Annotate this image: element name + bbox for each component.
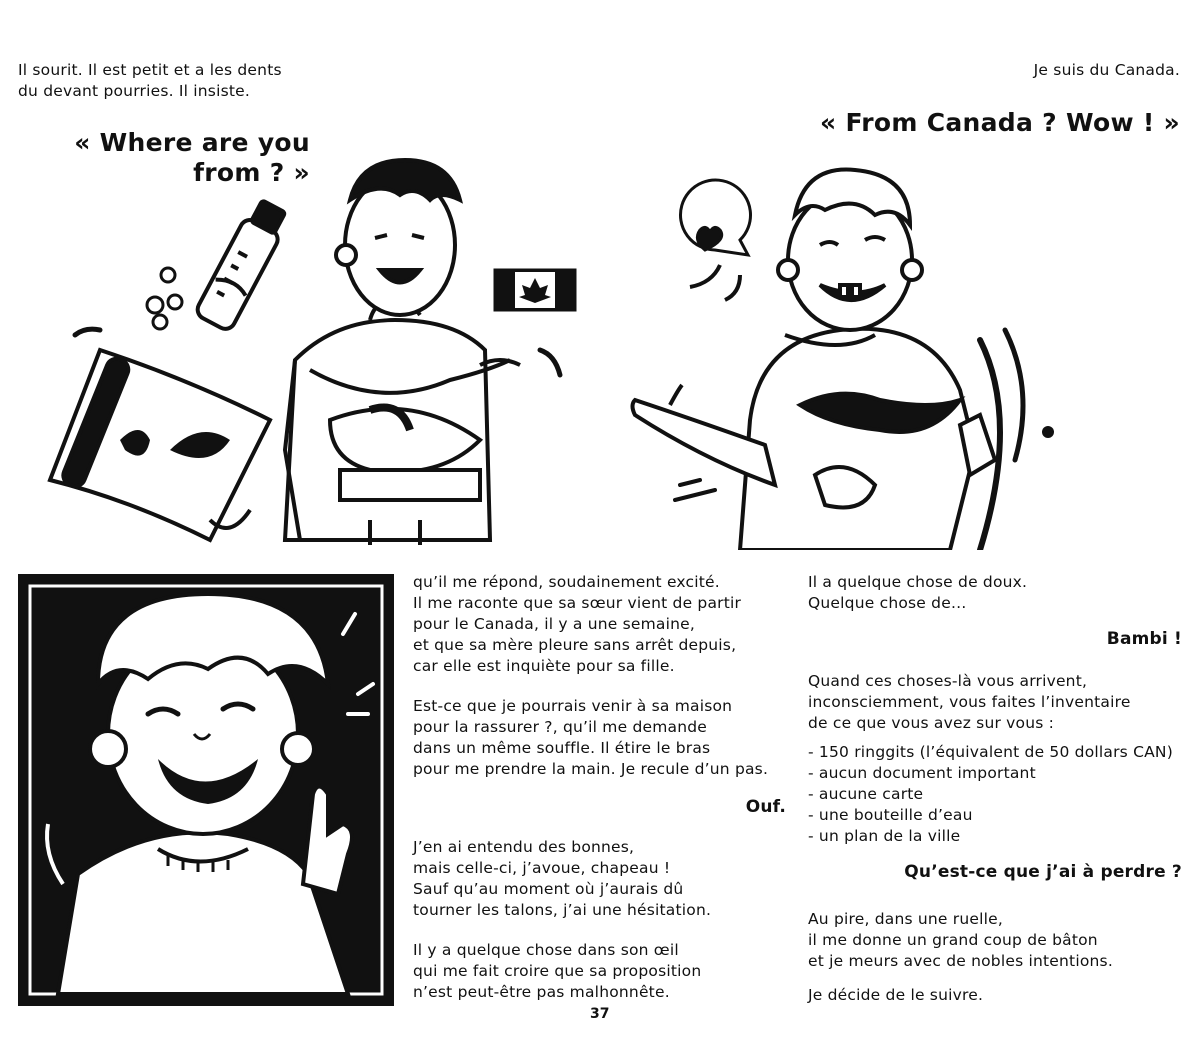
inventory-list: [808, 742, 1173, 847]
narration-top-right: Je suis du Canada.: [1033, 61, 1180, 79]
right-para-1: Il a quelque chose de doux. Quelque chose de…: [808, 573, 1028, 612]
speech-from-canada: « From Canada ? Wow ! »: [820, 108, 1180, 137]
page-number: 37: [590, 1006, 610, 1022]
narration-top-left: Il sourit. Il est petit et a les dents du devant pourries. Il insiste.: [18, 61, 282, 100]
middle-para-2: Est-ce que je pourrais venir à sa maison pour la rassurer ?, qu’il me demande dans un même souffle. Il étire le bras pour me prendre la main. Je recule d’un pas.: [413, 697, 769, 778]
canada-flag-icon: [495, 270, 575, 310]
panel-portrait-laughing-boy: [18, 574, 394, 1006]
middle-para-1: qu’il me répond, soudainement excité. Il me raconte que sa sœur vient de partir pour le Canada, il y a une semaine, et que sa mère pleure sans arrêt depuis, car elle est inquiète pour sa fille.: [413, 573, 742, 675]
inventory-item: - un plan de la ville: [808, 827, 961, 845]
illustration-excited-boy: [620, 160, 1080, 550]
right-question: Qu’est-ce que j’ai à perdre ?: [904, 862, 1182, 882]
inventory-item: - 150 ringgits (l’équivalent de 50 dollars CAN): [808, 743, 1173, 761]
speech-where-are-you-from: « Where are you from ? »: [74, 128, 310, 187]
right-para-3: Au pire, dans une ruelle, il me donne un grand coup de bâton et je meurs avec de nobles intentions.: [808, 910, 1113, 970]
middle-exclaim-ouf: Ouf.: [745, 797, 786, 817]
map-scroll-icon: [50, 350, 270, 540]
inventory-item: - une bouteille d’eau: [808, 806, 973, 824]
right-exclaim-bambi: Bambi !: [1106, 629, 1182, 649]
boy-character: [285, 160, 520, 545]
water-bottle-icon: [194, 197, 291, 332]
illustration-boy-with-map: [40, 150, 600, 550]
nuts-icon: [147, 268, 182, 329]
inventory-item: - aucun document important: [808, 764, 1036, 782]
middle-para-3: J’en ai entendu des bonnes, mais celle-ci, j’avoue, chapeau ! Sauf qu’au moment où j’aurais dû tourner les talons, j’ai une hésitation.: [413, 838, 712, 919]
middle-para-4: Il y a quelque chose dans son œil qui me fait croire que sa proposition n’est peut-être pas malhonnête.: [413, 941, 702, 1001]
right-para-2: Quand ces choses-là vous arrivent, inconsciemment, vous faites l’inventaire de ce que vous avez sur vous :: [808, 672, 1131, 732]
inventory-item: - aucune carte: [808, 785, 924, 803]
right-para-4: Je décide de le suivre.: [808, 986, 984, 1004]
heart-bubble-icon: [681, 180, 751, 300]
